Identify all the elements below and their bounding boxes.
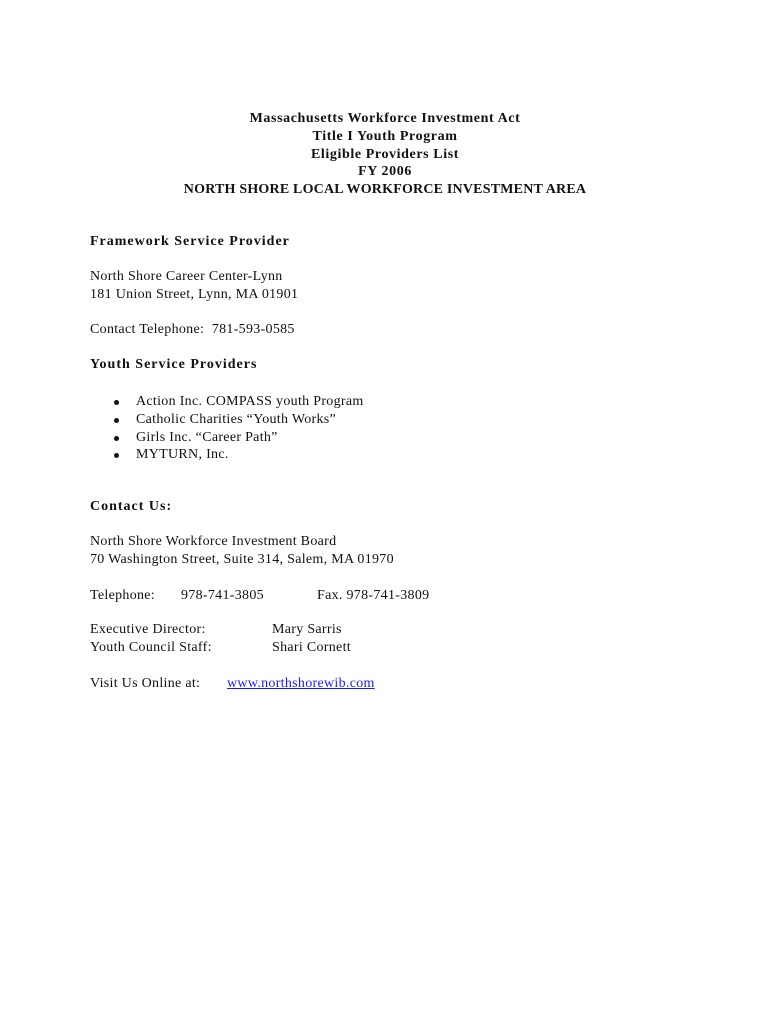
youth-council-staff-name: Shari Cornett bbox=[272, 640, 351, 655]
framework-provider-address: 181 Union Street, Lynn, MA 01901 bbox=[90, 287, 299, 302]
executive-director-label: Executive Director: bbox=[90, 622, 206, 637]
contact-organization: North Shore Workforce Investment Board bbox=[90, 534, 337, 549]
contact-fax-number: Fax. 978-741-3809 bbox=[317, 588, 430, 603]
framework-phone-number: 781-593-0585 bbox=[211, 322, 295, 337]
youth-provider-item: Girls Inc. “Career Path” bbox=[136, 429, 278, 445]
header-line-program: Title I Youth Program bbox=[312, 128, 458, 144]
framework-phone-label: Contact Telephone: bbox=[90, 322, 205, 337]
header-line-area: NORTH SHORE LOCAL WORKFORCE INVESTMENT AREA bbox=[183, 182, 587, 198]
contact-section-title: Contact Us: bbox=[90, 499, 173, 514]
list-item bbox=[90, 429, 364, 447]
youth-section-title: Youth Service Providers bbox=[90, 357, 258, 372]
document-header bbox=[0, 110, 770, 199]
header-line-fiscal-year: FY 2006 bbox=[358, 164, 412, 180]
youth-provider-item: Catholic Charities “Youth Works” bbox=[136, 411, 337, 427]
contact-telephone-number: 978-741-3805 bbox=[181, 588, 264, 603]
bullet-icon bbox=[114, 400, 119, 405]
list-item bbox=[90, 411, 364, 429]
bullet-icon bbox=[114, 436, 119, 441]
framework-section-title: Framework Service Provider bbox=[90, 234, 290, 249]
header-line-act: Massachusetts Workforce Investment Act bbox=[249, 111, 521, 126]
framework-provider-name: North Shore Career Center-Lynn bbox=[90, 269, 283, 284]
executive-director-name: Mary Sarris bbox=[272, 622, 342, 637]
youth-provider-list bbox=[90, 393, 364, 464]
header-line-list: Eligible Providers List bbox=[310, 146, 460, 162]
youth-council-staff-label: Youth Council Staff: bbox=[90, 640, 212, 655]
contact-address: 70 Washington Street, Suite 314, Salem, MA 01970 bbox=[90, 552, 394, 567]
youth-provider-item: MYTURN, Inc. bbox=[136, 447, 229, 463]
youth-provider-item: Action Inc. COMPASS youth Program bbox=[136, 394, 364, 409]
list-item bbox=[90, 446, 364, 464]
list-item bbox=[90, 393, 364, 411]
bullet-icon bbox=[114, 453, 119, 458]
contact-telephone-label: Telephone: bbox=[90, 588, 155, 603]
bullet-icon bbox=[114, 418, 119, 423]
visit-online-label: Visit Us Online at: bbox=[90, 676, 201, 691]
website-link[interactable]: www.northshorewib.com bbox=[227, 676, 375, 691]
framework-contact-phone bbox=[90, 322, 295, 338]
